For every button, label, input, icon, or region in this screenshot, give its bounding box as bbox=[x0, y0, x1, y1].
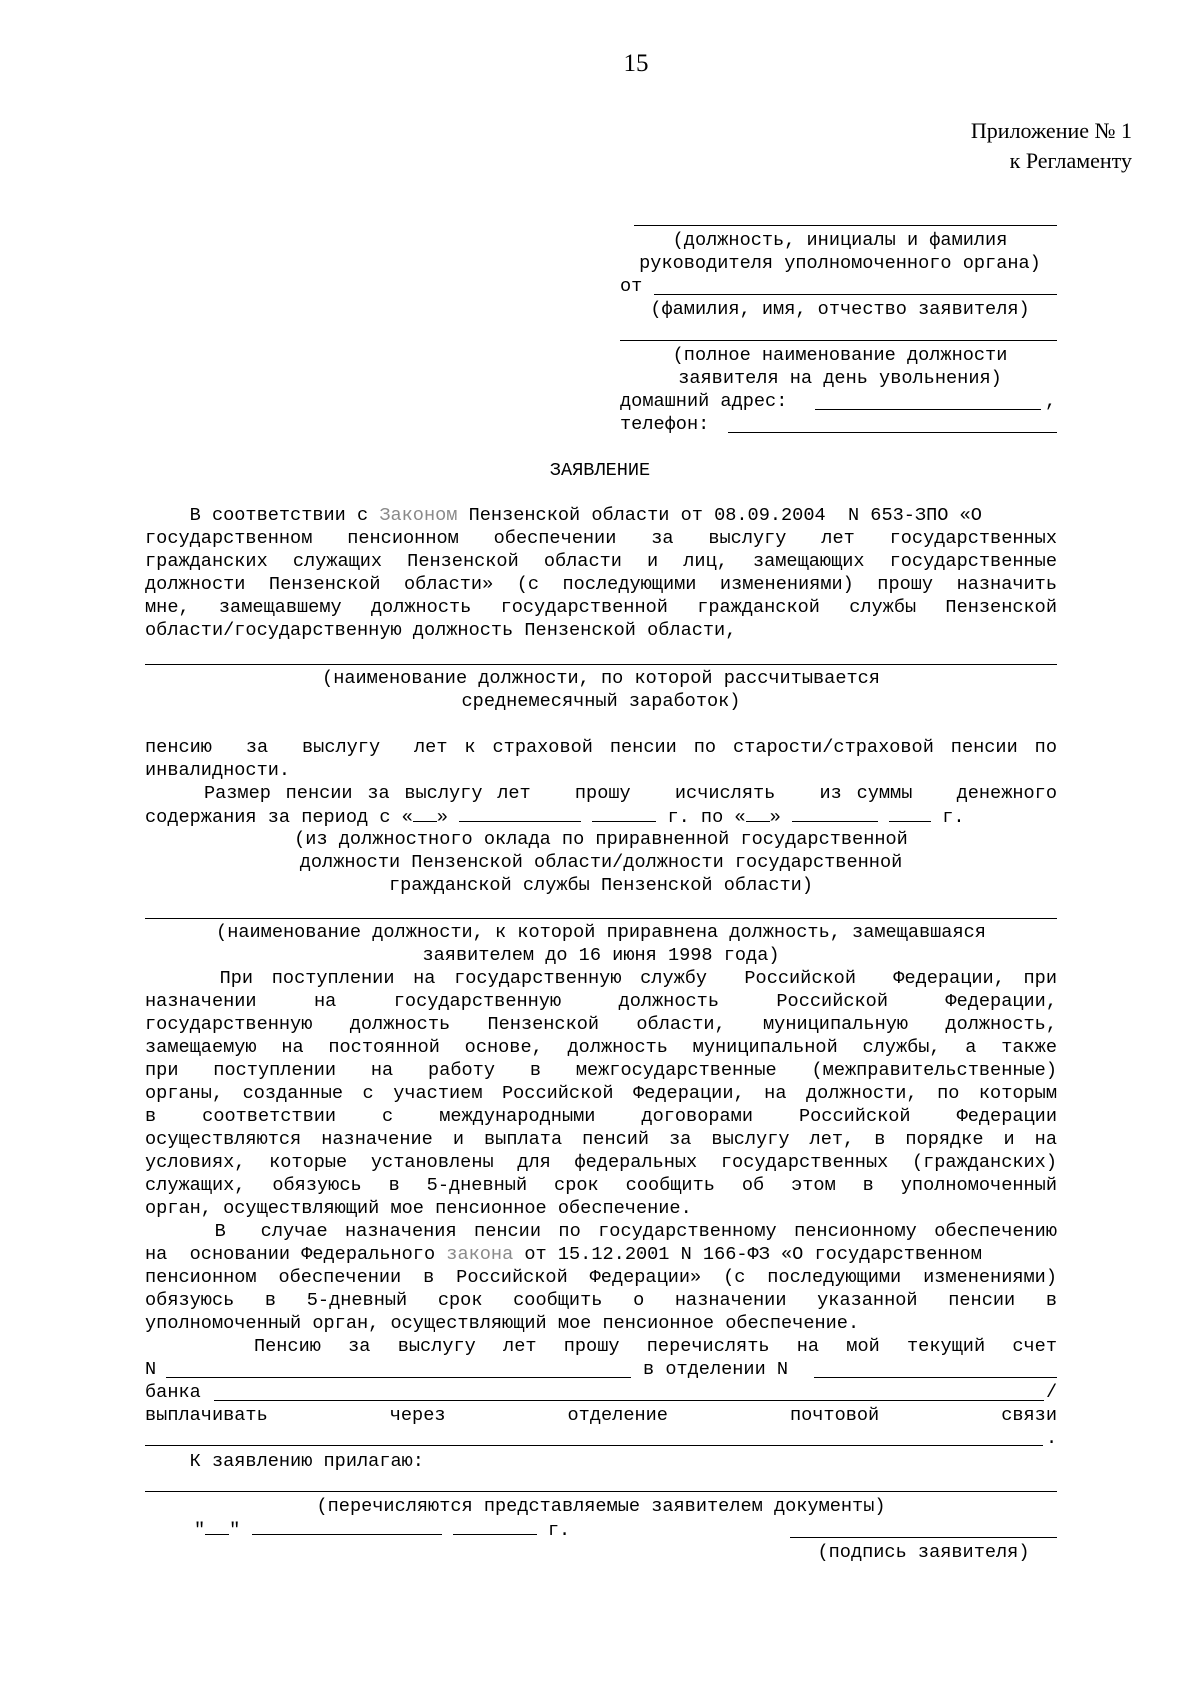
para4-line: назначении на государственную должность Российской Федерации, bbox=[145, 991, 1057, 1012]
annex-heading bbox=[971, 116, 1132, 176]
signature-day-field[interactable] bbox=[205, 1519, 229, 1535]
para5-text-2: от 15.12.2001 N 166-ФЗ «О государственном bbox=[513, 1244, 982, 1265]
para4-line: органы, созданные с участием Российской Федерации, на должности, по которым bbox=[145, 1083, 1057, 1104]
signature-year-field[interactable] bbox=[453, 1519, 537, 1535]
salary-caption-3: гражданской службы Пензенской области) bbox=[388, 875, 813, 896]
signature-year-label: г. bbox=[547, 1520, 571, 1541]
signature-date bbox=[194, 1519, 570, 1543]
year-label: г. bbox=[931, 807, 965, 828]
quote-open: " bbox=[194, 1520, 206, 1541]
para1-text-2: Пензенской области от 08.09.2004 N 653-ЗПО «О bbox=[457, 505, 982, 526]
address-line[interactable] bbox=[815, 409, 1041, 410]
para5-line-1: В случае назначения пенсии по государственному пенсионному обеспечению bbox=[145, 1221, 1057, 1242]
period-from-label: содержания за период с « bbox=[145, 807, 413, 828]
post-office-dot: . bbox=[1046, 1428, 1058, 1449]
attachments-caption: (перечисляются представляемые заявителем документы) bbox=[316, 1496, 886, 1517]
para5-line-3: пенсионном обеспечении в Российской Федерации» (с последующими изменениями) bbox=[145, 1267, 1057, 1288]
para1-line-2: государственном пенсионном обеспечении за выслугу лет государственных bbox=[145, 528, 1057, 549]
para4-line: орган, осуществляющий мое пенсионное обеспечение. bbox=[145, 1198, 692, 1219]
period-from-year-field[interactable] bbox=[592, 806, 656, 822]
bank-label: банка bbox=[145, 1382, 201, 1403]
para4-line: государственную должность Пензенской области, муниципальную должность, bbox=[145, 1014, 1057, 1035]
phone-label: телефон: bbox=[620, 414, 710, 435]
period-to-year-field[interactable] bbox=[889, 806, 931, 822]
para1-line-5: мне, замещавшему должность государственной гражданской службы Пензенской bbox=[145, 597, 1057, 618]
period-to-label: г. по « bbox=[656, 807, 746, 828]
address-comma: , bbox=[1045, 391, 1057, 412]
salary-caption-1: (из должностного оклада по приравненной государственной bbox=[294, 829, 908, 850]
phone-line[interactable] bbox=[728, 432, 1057, 433]
para3-line-2 bbox=[145, 806, 965, 830]
period-to-day-field[interactable] bbox=[746, 806, 770, 822]
para6-line-1: Пенсию за выслугу лет прошу перечислять на мой текущий счет bbox=[145, 1336, 1057, 1357]
applicant-name-line[interactable] bbox=[654, 294, 1057, 295]
para5-text: на основании Федерального bbox=[145, 1244, 447, 1265]
annex-line-1: Приложение № 1 bbox=[970, 118, 1132, 143]
document-title: ЗАЯВЛЕНИЕ bbox=[549, 460, 651, 481]
pay-line: выплачивать через отделение почтовой связи bbox=[145, 1405, 1057, 1426]
para4-line: При поступлении на государственную службу Российской Федерации, при bbox=[145, 968, 1057, 989]
period-from-month-field[interactable] bbox=[459, 806, 581, 822]
address-label: домашний адрес: bbox=[620, 391, 788, 412]
from-label: от bbox=[620, 276, 643, 297]
para4-line: условиях, которые установлены для федеральных государственных (гражданских) bbox=[145, 1152, 1057, 1173]
quote-close-sig: " bbox=[229, 1520, 241, 1541]
salary-caption-2: должности Пензенской области/должности государственной bbox=[299, 852, 903, 873]
attachments-line[interactable] bbox=[145, 1491, 1057, 1492]
para4-line: при поступлении на работу в межгосударственные (межправительственные) bbox=[145, 1060, 1057, 1081]
bank-slash: / bbox=[1046, 1382, 1058, 1403]
para1-line-6: области/государственную должность Пензенской области, bbox=[145, 620, 737, 641]
spacer bbox=[581, 807, 592, 828]
law-link[interactable]: Законом bbox=[379, 505, 458, 526]
branch-label: в отделении N bbox=[643, 1359, 789, 1380]
equated-position-line[interactable] bbox=[145, 918, 1057, 919]
para2-line-2: инвалидности. bbox=[145, 760, 291, 781]
para5-line-4: обязуюсь в 5-дневный срок сообщить о назначении указанной пенсии в bbox=[145, 1290, 1057, 1311]
para4-line: замещаемую на постоянной основе, должность муниципальной службы, а также bbox=[145, 1037, 1057, 1058]
account-n-label: N bbox=[145, 1359, 157, 1380]
para4-line: служащих, обязуюсь в 5-дневный срок сообщить об этом в уполномоченный bbox=[145, 1175, 1057, 1196]
period-to-month-field[interactable] bbox=[792, 806, 878, 822]
para4-line: в соответствии с международными договорами Российской Федерации bbox=[145, 1106, 1057, 1127]
para4-line: осуществляются назначение и выплата пенсий за выслугу лет, в порядке и на bbox=[145, 1129, 1057, 1150]
para3-line-1: Размер пенсии за выслугу лет прошу исчислять из суммы денежного bbox=[145, 783, 1057, 804]
federal-law-link[interactable]: закона bbox=[446, 1244, 514, 1265]
attach-label: К заявлению прилагаю: bbox=[145, 1451, 424, 1472]
avg-position-caption: (наименование должности, по которой рассчитывается bbox=[322, 668, 880, 689]
para5-line-2 bbox=[145, 1244, 982, 1267]
recipient-position-caption: (должность, инициалы и фамилия bbox=[672, 230, 1008, 251]
equated-position-caption-2: заявителем до 16 июня 1998 года) bbox=[422, 945, 780, 966]
applicant-job-caption-2: заявителя на день увольнения) bbox=[678, 368, 1002, 389]
quote-close: » bbox=[436, 807, 460, 828]
avg-position-line[interactable] bbox=[145, 664, 1057, 665]
recipient-position-caption-2: руководителя уполномоченного органа) bbox=[639, 253, 1041, 274]
applicant-name-caption: (фамилия, имя, отчество заявителя) bbox=[650, 299, 1030, 320]
signature-caption: (подпись заявителя) bbox=[817, 1542, 1030, 1563]
applicant-job-caption: (полное наименование должности bbox=[672, 345, 1008, 366]
signature-line[interactable] bbox=[790, 1537, 1057, 1538]
avg-position-caption-2: среднемесячный заработок) bbox=[461, 691, 741, 712]
para1-line-1 bbox=[145, 505, 982, 528]
signature-month-field[interactable] bbox=[252, 1519, 442, 1535]
para1-line-4: должности Пензенской области» (с последующими изменениями) прошу назначить bbox=[145, 574, 1057, 595]
quote-close-2: » bbox=[769, 807, 792, 828]
branch-number-line[interactable] bbox=[814, 1377, 1057, 1378]
equated-position-caption: (наименование должности, к которой приравнена должность, замещавшаяся bbox=[216, 922, 986, 943]
period-from-day-field[interactable] bbox=[413, 806, 437, 822]
para5-line-5: уполномоченный орган, осуществляющий мое пенсионное обеспечение. bbox=[145, 1313, 860, 1334]
post-office-line[interactable] bbox=[145, 1445, 1043, 1446]
applicant-job-line[interactable] bbox=[620, 340, 1057, 341]
para2-line-1: пенсию за выслугу лет к страховой пенсии по старости/страховой пенсии по bbox=[145, 737, 1057, 758]
annex-line-2: к Регламенту bbox=[1009, 148, 1132, 173]
recipient-position-line[interactable] bbox=[634, 225, 1057, 226]
bank-name-line[interactable] bbox=[214, 1400, 1044, 1401]
spacer-2 bbox=[878, 807, 889, 828]
account-number-line[interactable] bbox=[166, 1377, 631, 1378]
para1-text: В соответствии с bbox=[145, 505, 380, 526]
page-number: 15 bbox=[623, 50, 649, 77]
para1-line-3: гражданских служащих Пензенской области и лиц, замещающих государственные bbox=[145, 551, 1057, 572]
